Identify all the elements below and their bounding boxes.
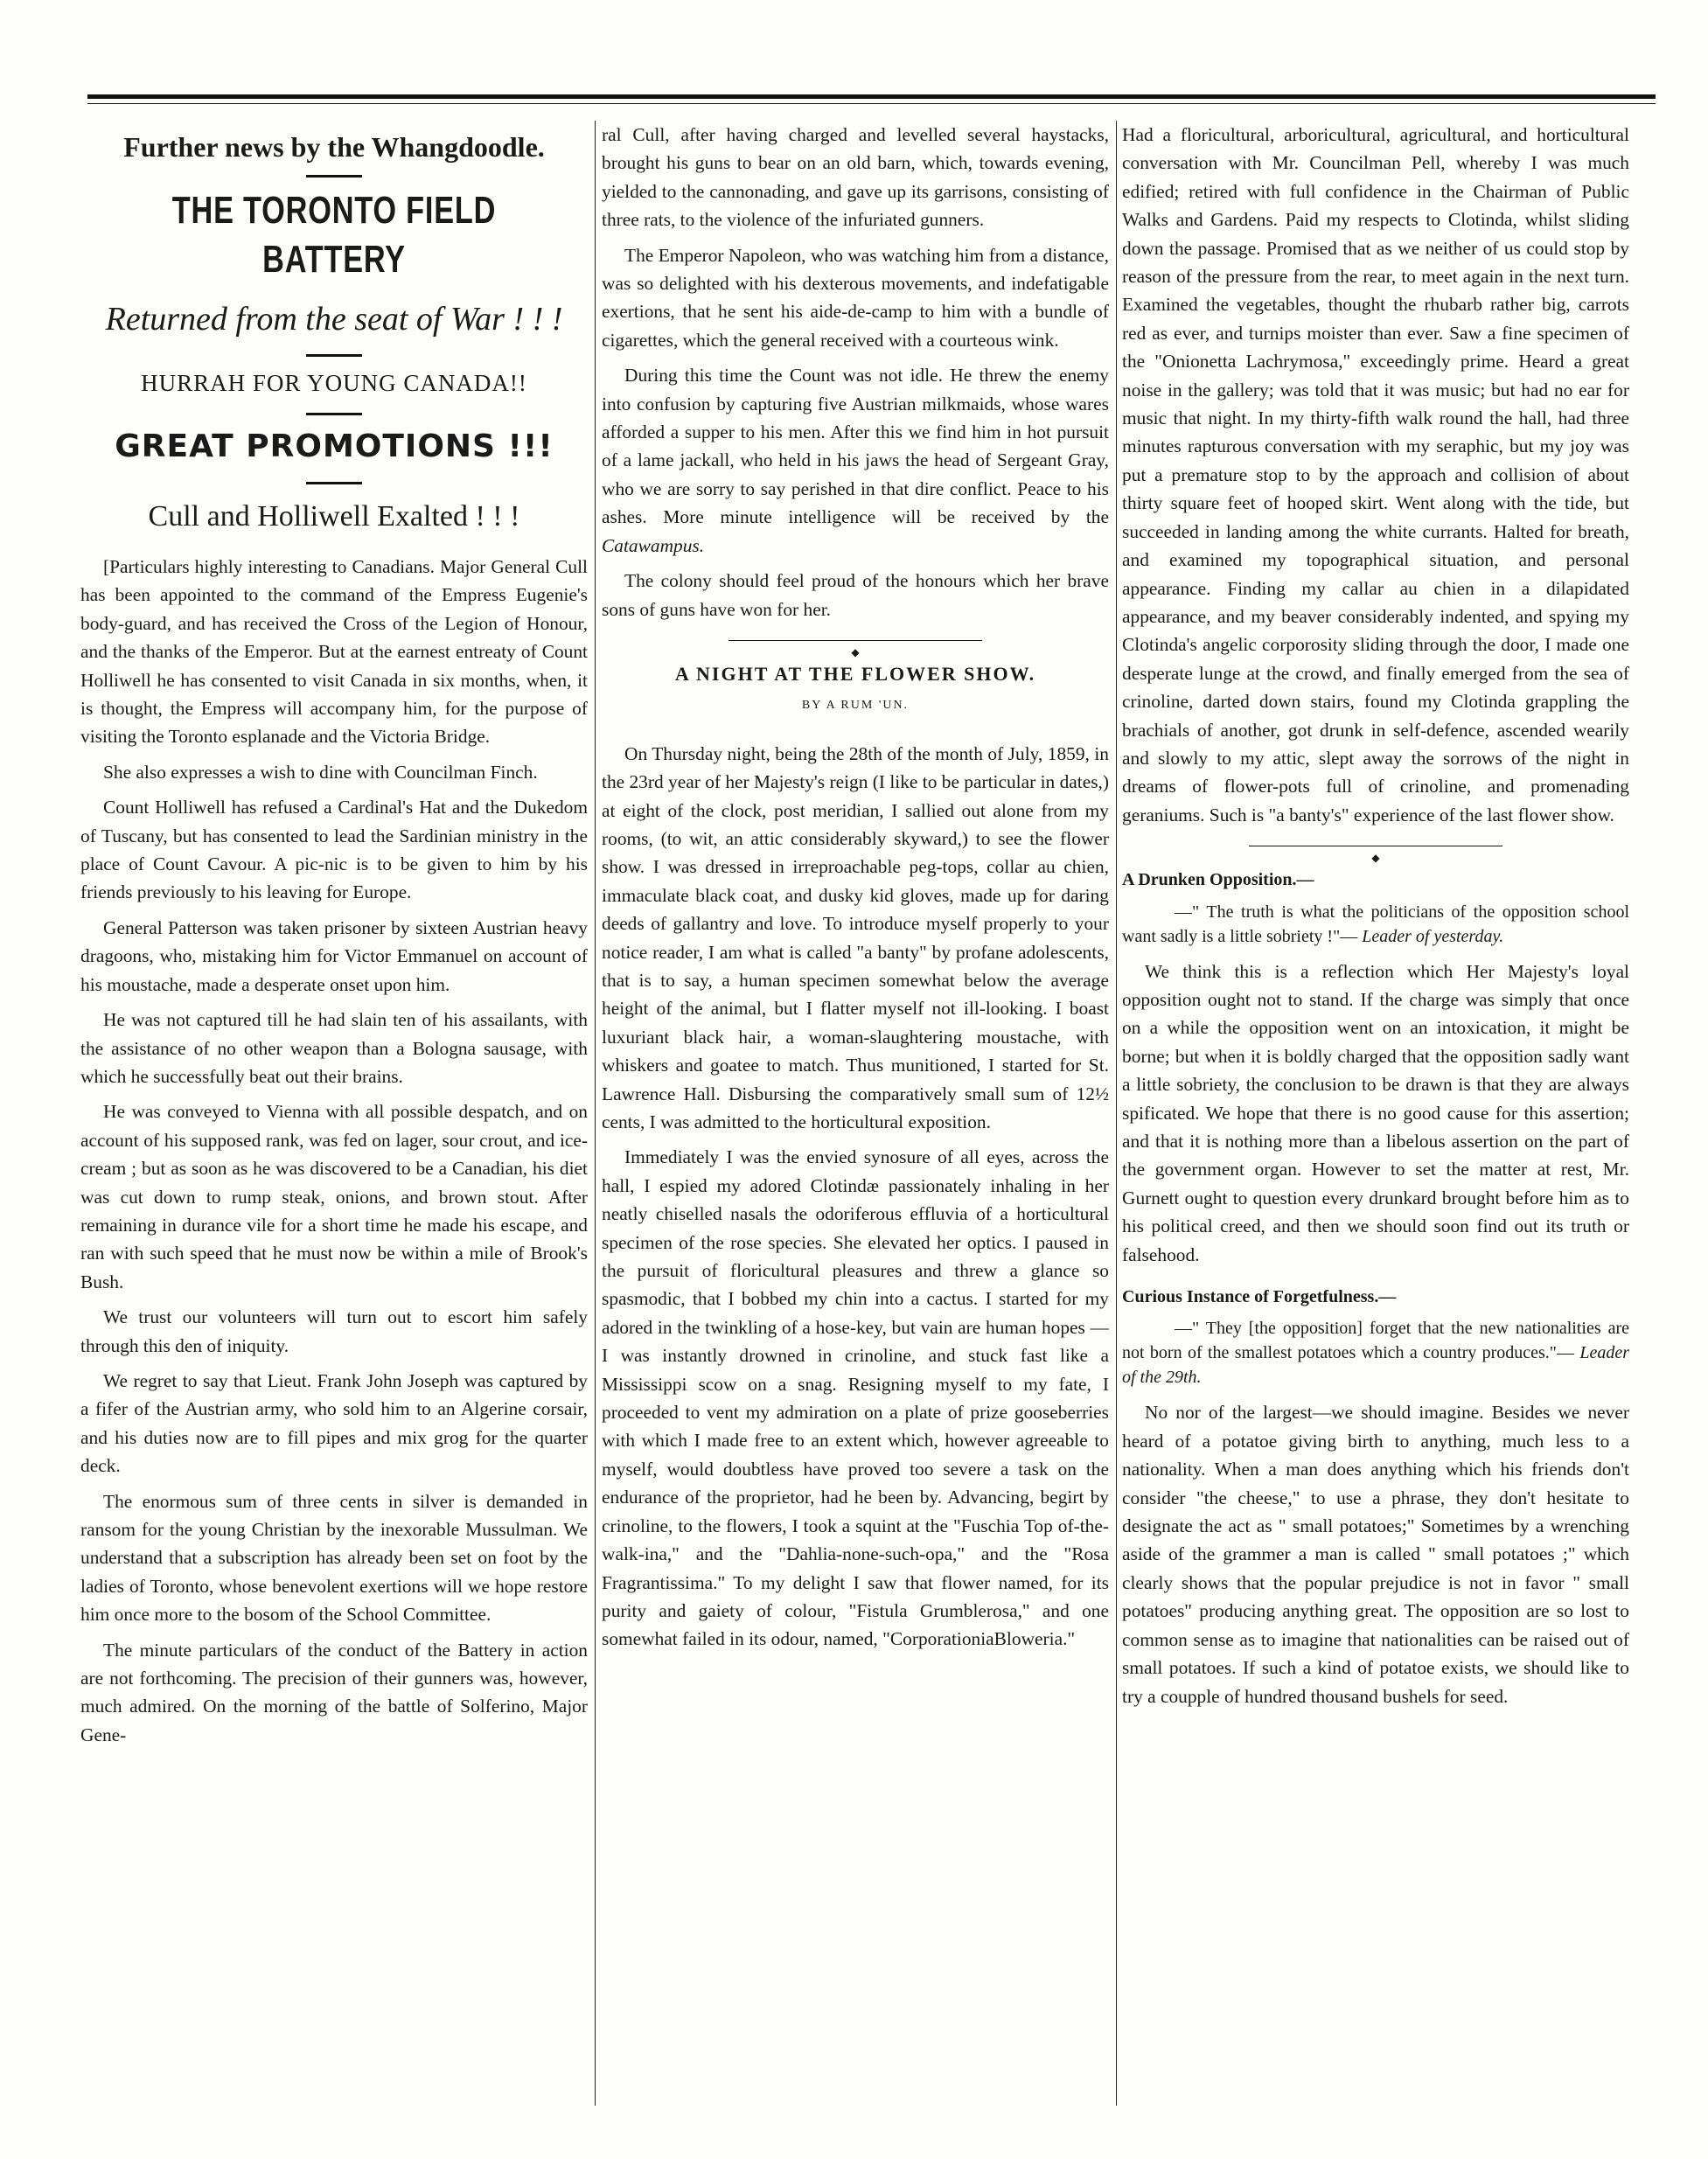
flower-show-byline: BY A RUM 'UN. — [801, 699, 910, 713]
article-paragraph: We think this is a reflection which Her Majesty's loyal opposition ought not to stand. If the charge was simply that once on a while the opposition went on an intoxication, it might be borne; but when it is boldly charged that the opposition sadly want a little sobriety, the conclusion to be drawn is that they are always spificated. We hope that there is no good cause for this assertion; and that it is nothing more than a libelous assertion on the part of the government organ. However to set the matter at rest, Mr. Gurnett ought to question every drunkard brought before him as to his political creed, and then we should soon find out its truth or falsehood. — [1122, 960, 1629, 1265]
headline-returned: Returned from the seat of War ! ! ! — [105, 301, 563, 338]
publication-name: Catawampus. — [602, 534, 705, 556]
quote-source: Leader of the 29th. — [1122, 1343, 1629, 1388]
headline-promotions: GREAT PROMOTIONS !!! — [115, 428, 554, 464]
article-paragraph: He was not captured till he had slain ten of his assailants, with the assistance of no other weapon than a Bologna sausage, with which he successfully beat out their brains. — [80, 1009, 588, 1087]
column-divider — [595, 121, 596, 2106]
flower-show-title: A NIGHT AT THE FLOWER SHOW. — [674, 662, 1036, 685]
quoted-text — [1122, 900, 1629, 949]
headline-exalted: Cull and Holliwell Exalted ! ! ! — [148, 500, 520, 533]
headline-dash — [306, 482, 362, 484]
headline-further-news: Further news by the Whangdoodle. — [123, 131, 545, 163]
headline-battery: THE TORONTO FIELD BATTERY — [171, 189, 497, 281]
column-2 — [602, 121, 1109, 2106]
section-ornament: ◆ — [1122, 841, 1629, 850]
article-paragraph: The colony should feel proud of the honours which her brave sons of guns have won for her. — [602, 570, 1109, 620]
drunken-opposition-head: A Drunken Opposition.— — [1122, 870, 1314, 890]
article-paragraph: She also expresses a wish to dine with Councilman Finch. — [103, 761, 538, 783]
article-paragraph: General Patterson was taken prisoner by sixteen Austrian heavy dragoons, who, mistaking him for Victor Emmanuel on account of his moustache, made a desperate onset upon him. — [80, 916, 588, 995]
article-paragraph: We regret to say that Lieut. Frank John Joseph was captured by a fifer of the Austrian army, who sold him to an Algerine corsair, and his duties now are to fill pipes and mix grog for the quarter deck. — [80, 1369, 588, 1477]
headline-dash — [306, 354, 362, 357]
headline-dash — [306, 175, 362, 178]
masthead-rule — [87, 94, 1656, 104]
headline-dash — [306, 413, 362, 415]
column-3 — [1122, 121, 1629, 2106]
article-text: During this time the Count was not idle. He threw the enemy into confusion by capturing five Austrian milkmaids, whose wares afforded a supper to his men. After this we find him in hot pursuit of a lame jackall, who held in his jaws the head of Sergeant Gray, who we are sorry to say perished in that dire conflict. Peace to his ashes. More minute intelligence will be received by the — [602, 365, 1109, 528]
quote-body: —" They [the opposition] forget that the new nationalities are not born of the smallest potatoes which a country produces."— — [1122, 1319, 1629, 1363]
article-paragraph: Immediately I was the envied synosure of all eyes, across the hall, I espied my adored Clotindæ passionately inhaling in her neatly chiselled nasals the odoriferous effluvia of a horticultural specimen of the rose species. She elevated her optics. I paused in the pursuit of floricultural pleasures and threw a glance so spasmodic, that I bobbed my chin into a cactus. I started for my adored in the twinkling of a hose-key, but vain are human hopes —I was instantly drowned in crinoline, and stuck fast like a Mississippi scow on a snag. Resigning myself to my fate, I proceeded to vent my admiration on a plate of prize gooseberries with which I made free to an extent which, however agreeable to myself, would doubtless have proved too severe a task on the endurance of the proprietor, had he been by. Advancing, begirt by crinoline, to the flowers, I took a squint at the "Fuschia Top of-the-walk-ina," and the "Dahlia-none-such-opa," and the "Rosa Fragrantissima." To my delight I saw that flower named, for its purity and gaiety of colour, "Fistula Grumblerosa," and one somewhat failed in its odour, named, "CorporationiaBloweria." — [602, 1146, 1109, 1650]
article-paragraph: No nor of the largest—we should imagine. Besides we never heard of a potatoe giving birth to anything, much less to a nationality. When a man does anything which his friends don't consider "the cheese," to use a phrase, they don't hesitate to designate the act as " small potatoes;" Sometimes by a wrenching aside of the grammer a man is called " small potatoes ;" which clearly shows that the popular prejudice is not in favor " small potatoes" producing anything great. The opposition are so lost to common sense as to imagine that nationalities can be raised out of small potatoes. If such a kind of potatoe exists, we should like to try a coupple of hundred thousand bushels for seed. — [1122, 1402, 1629, 1707]
article-paragraph: On Thursday night, being the 28th of the month of July, 1859, in the 23rd year of her Majesty's reign (I like to be particular in dates,) at eight of the clock, post meridian, I sallied out alone from my rooms, (to wit, an attic considerably skyward,) to see the flower show. I was dressed in irreproachable peg-tops, collar au chien, immaculate black coat, and dusky kid gloves, made up for daring deeds of gallantry and love. To introduce myself properly to your notice reader, I am what is called "a banty" by profane adolescents, that is to say, a human specimen somewhat below the average height of the animal, but I flatter myself not ill-looking. I boast luxuriant black hair, a woman-slaughtering moustache, with whiskers and goatee to match. Thus munitioned, I started for St. Lawrence Hall. Disbursing the comparatively small sum of 12½ cents, I was admitted to the horticultural exposition. — [602, 742, 1109, 1132]
column-1 — [80, 121, 588, 2106]
article-paragraph: Count Holliwell has refused a Cardinal's Hat and the Dukedom of Tuscany, but has consented to lead the Sardinian ministry in the place of Count Cavour. A pic-nic is to be given to him by his friends previously to his leaving for Europe. — [80, 797, 588, 903]
article-paragraph: The minute particulars of the conduct of the Battery in action are not forthcoming. The precision of their gunners was, however, much admired. On the morning of the battle of Solferino, Major Gene- — [80, 1639, 588, 1745]
quote-source: Leader of yesterday. — [1362, 926, 1504, 946]
column-divider — [1116, 121, 1117, 2106]
quoted-text — [1122, 1316, 1629, 1389]
curious-instance-head: Curious Instance of Forgetfulness.— — [1122, 1287, 1397, 1307]
article-paragraph: He was conveyed to Vienna with all possible despatch, and on account of his supposed rank, was fed on lager, sour crout, and ice-cream ; but as soon as he was discovered to be a Canadian, his diet was cut down to rump steak, onions, and brown stout. After remaining in durance vile for a short time he made his escape, and ran with such speed that he must now be within a mile of Brook's Bush. — [80, 1101, 588, 1292]
section-ornament: ◆ — [602, 636, 1109, 644]
article-paragraph: The enormous sum of three cents in silver is demanded in ransom for the young Christian by the inexorable Mussulman. We understand that a subscription has already been set on foot by the ladies of Toronto, whose benevolent exertions will we hope restore him once more to the bosom of the School Committee. — [80, 1490, 588, 1626]
article-paragraph: We trust our volunteers will turn out to escort him safely through this den of iniquity. — [80, 1306, 588, 1356]
article-paragraph — [602, 361, 1109, 560]
article-paragraph: [Particulars highly interesting to Canadians. Major General Cull has been appointed to the command of the Empress Eugenie's body-guard, and has received the Cross of the Legion of Honour, and the thanks of the Emperor. But at the earnest entreaty of Count Holliwell he has consented to visit Canada in six months, when, it is thought, the Empress will accompany him, for the purpose of visiting the Toronto esplanade and the Victoria Bridge. — [80, 556, 588, 748]
article-paragraph: The Emperor Napoleon, who was watching him from a distance, was so delighted with his dexterous movements, and indefatigable exertions, that he sent his aide-de-camp to him with a bundle of cigarettes, which the general received with a courteous wink. — [602, 244, 1109, 351]
headline-hurrah: HURRAH FOR YOUNG CANADA!! — [141, 370, 527, 396]
article-paragraph: ral Cull, after having charged and levelled several haystacks, brought his guns to bear on an old barn, which, towards evening, yielded to the cannonading, and gave up its garrisons, consisting of three rats, to the violence of the infuriated gunners. — [602, 124, 1109, 231]
article-paragraph: Had a floricultural, arboricultural, agricultural, and horticultural conversation with Mr. Councilman Pell, whereby I was much edified; retired with full confidence in the Chairman of Public Walks and Gardens. Paid my respects to Clotinda, whilst sliding down the passage. Promised that as we neither of us could stop by reason of the pressure from the rear, to meet again in the next turn. Examined the vegetables, thought the rhubarb rather big, carrots red as ever, and turnips moister than ever. Saw a fine specimen of the "Onionetta Lachrymosa," exceedingly prime. Heard a great noise in the gallery; was told that it was music; but had no ear for music that night. In my thirty-fifth walk round the hall, had three minutes rapturous conversation with my seraphic, but my joy was put a premature stop to by the approach and collision of about thirty square feet of hooped skirt. Went along with the tide, but succeeded in landing among the white currants. Halted for breath, and examined my topographical situation, and personal appearance. Finding my callar au chien in a dilapidated appearance, and my beaver considerably indented, and spying my Clotinda's angelic corporosity sliding through the door, I made one desperate lunge at the crowd, and finally emerged from the sea of crinoline, darted down stairs, found my Clotinda grappling the brachials of another, got drunk in self-defence, ascended wearily and slowly to my attic, slept away the sorrows of the night in dreams of flower-pots full of crinoline, and promenading geraniums. Such is "a banty's" experience of the last flower show. — [1122, 124, 1629, 825]
quote-body: —" The truth is what the politicians of the opposition school want sadly is a little sobriety !"— — [1122, 902, 1629, 946]
